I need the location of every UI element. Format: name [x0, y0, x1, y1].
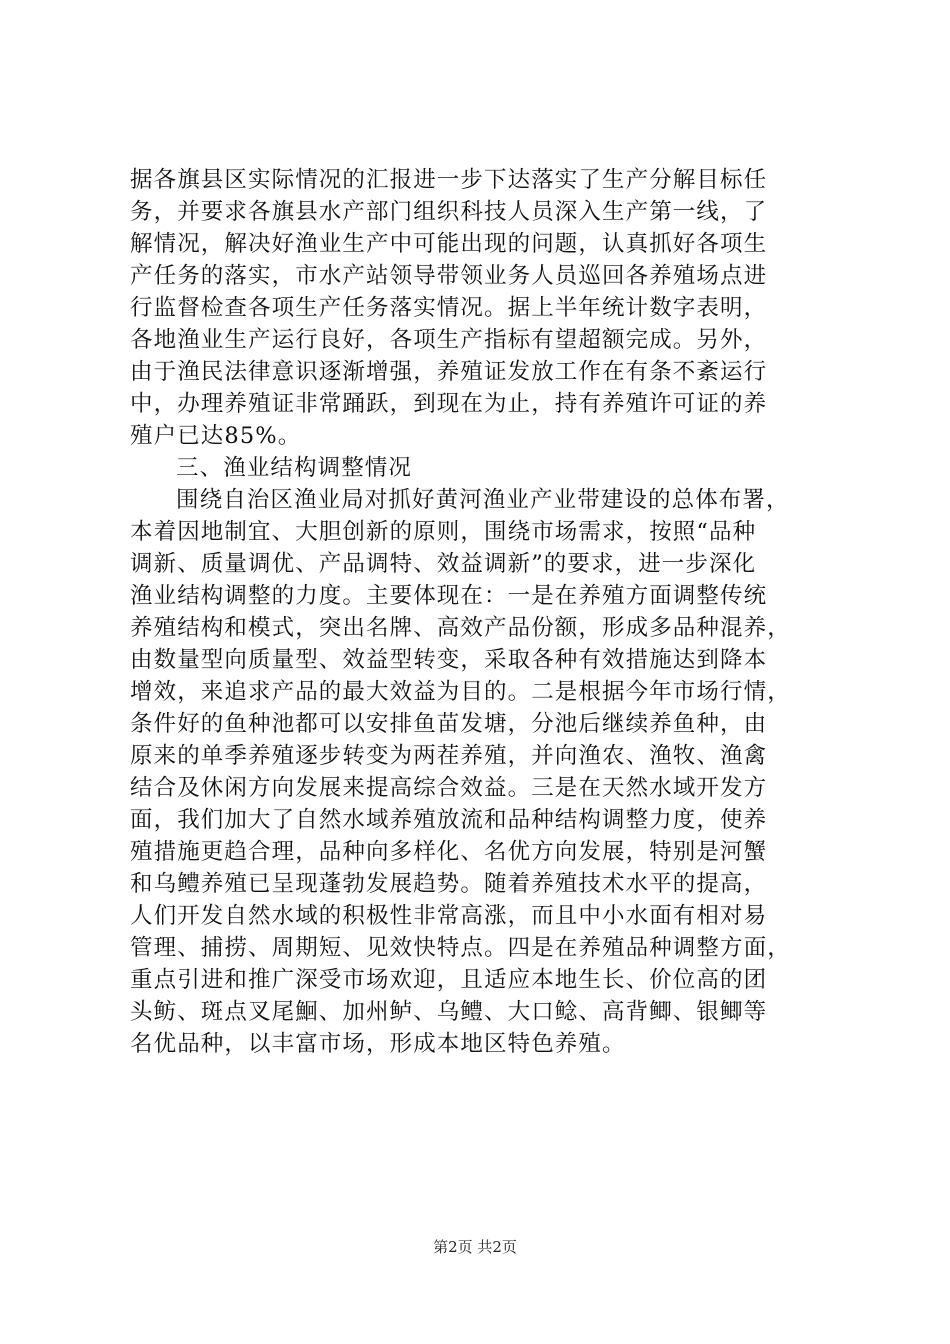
text-line: 养殖结构和模式，突出名牌、高效产品份额，形成多品种混养， [130, 615, 791, 641]
text-line: 渔业结构调整的力度。主要体现在：一是在养殖方面调整传统 [130, 583, 768, 609]
page-footer: 第2页 共2页 [433, 1238, 517, 1256]
text-line: 管理、捕捞、周期短、见效快特点。四是在养殖品种调整方面， [130, 935, 791, 961]
text-line: 重点引进和推广深受市场欢迎，且适应本地生长、价位高的团 [130, 967, 768, 993]
text-line: 调新、质量调优、产品调特、效益调新”的要求，进一步深化 [130, 551, 757, 577]
text-line: 结合及休闲方向发展来提高综合效益。三是在天然水域开发方 [130, 775, 768, 801]
text-line: 和乌鳢养殖已呈现蓬勃发展趋势。随着养殖技术水平的提高， [130, 871, 768, 897]
paragraph-first-line: 围绕自治区渔业局对抓好黄河渔业产业带建设的总体布署， [176, 487, 790, 513]
text-line: 殖户已达85%。 [130, 423, 302, 449]
text-line: 头鲂、斑点叉尾鮰、加州鲈、乌鳢、大口鲶、高背鲫、银鲫等 [130, 999, 768, 1025]
text-line: 产任务的落实，市水产站领导带领业务人员巡回各养殖场点进 [130, 263, 768, 289]
text-line: 面，我们加大了自然水域养殖放流和品种结构调整力度，使养 [130, 807, 768, 833]
text-line: 条件好的鱼种池都可以安排鱼苗发塘，分池后继续养鱼种，由 [130, 711, 768, 737]
text-line: 据各旗县区实际情况的汇报进一步下达落实了生产分解目标任 [130, 167, 768, 193]
text-line: 原来的单季养殖逐步转变为两茬养殖，并向渔农、渔牧、渔禽 [130, 743, 768, 769]
text-line: 各地渔业生产运行良好，各项生产指标有望超额完成。另外， [130, 327, 768, 353]
text-line: 务，并要求各旗县水产部门组织科技人员深入生产第一线，了 [130, 199, 768, 225]
text-line: 名优品种，以丰富市场，形成本地区特色养殖。 [130, 1031, 626, 1057]
text-line: 增效，来追求产品的最大效益为目的。二是根据今年市场行情， [130, 679, 791, 705]
text-line: 中，办理养殖证非常踊跃，到现在为止，持有养殖许可证的养 [130, 391, 768, 417]
text-line: 由数量型向质量型、效益型转变，采取各种有效措施达到降本 [130, 647, 768, 673]
text-line: 由于渔民法律意识逐渐增强，养殖证发放工作在有条不紊运行 [130, 359, 768, 385]
document-body [130, 164, 830, 1060]
text-line: 人们开发自然水域的积极性非常高涨，而且中小水面有相对易 [130, 903, 768, 929]
text-line: 本着因地制宜、大胆创新的原则，围绕市场需求，按照“品种 [130, 519, 757, 545]
text-line: 殖措施更趋合理，品种向多样化、名优方向发展，特别是河蟹 [130, 839, 768, 865]
section-heading: 三、渔业结构调整情况 [176, 455, 413, 481]
text-line: 行监督检查各项生产任务落实情况。据上半年统计数字表明， [130, 295, 768, 321]
text-line: 解情况，解决好渔业生产中可能出现的问题，认真抓好各项生 [130, 231, 768, 257]
